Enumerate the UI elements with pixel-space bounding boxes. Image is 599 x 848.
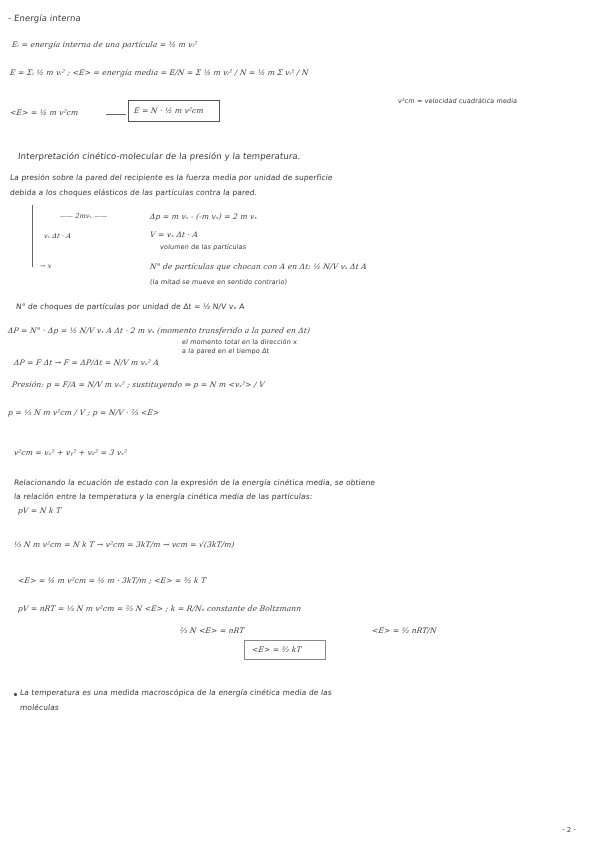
diagram-volume-label: vₓ Δt · A: [43, 232, 72, 240]
pressure-line: Presión: p = F/A = N/V m vₓ² ; sustituyendo ⇒ p = N m <vₓ²> / V: [11, 380, 266, 389]
vcm-temperature-line: ⅓ N m v²cm = N k T → v²cm = 3kT/m → vcm = √(3kT/m): [13, 540, 235, 549]
conclusion-line-2: moléculas: [19, 703, 60, 712]
total-momentum-line: ΔP = N° · Δp = ½ N/V vₓ A Δt · 2 m vₓ (momento transferido a la pared en Δt): [7, 326, 311, 335]
page-number: - 2 -: [562, 826, 576, 834]
vcm-components-line: v²cm = vₓ² + vᵧ² + v₂² = 3 vₓ²: [13, 448, 128, 457]
temperature-paragraph-line-1: Relacionando la ecuación de estado con la expresión de la energía cinética media, se obtiene: [13, 478, 376, 487]
collisions-note: (la mitad se mueve en sentido contrario): [149, 278, 288, 286]
mean-energy-line: <E> = ½ m v²cm = ½ m · 3kT/m ; <E> = ³⁄₂ k T: [17, 576, 207, 585]
vcm-note: v²cm = velocidad cuadrática media: [397, 97, 518, 105]
conclusion-line-1: La temperatura es una medida macroscópica de la energía cinética media de las: [19, 688, 333, 697]
temperature-paragraph-line-2: la relación entre la temperatura y la energía cinética media de las partículas:: [13, 492, 313, 501]
pressure-final-line: p = ⅓ N m v²cm / V ; p = N/V · ⅔ <E>: [7, 408, 160, 417]
conclusion-bullet: [14, 693, 17, 696]
pressure-paragraph-line-2: debida a los choques elásticos de las partículas contra la pared.: [9, 188, 258, 197]
average-energy-line: <E> = ½ m v²cm: [9, 108, 79, 117]
energy-nrt-over-n-line: <E> = ³⁄₂ nRT/N: [371, 626, 438, 635]
arrow-rule: [106, 114, 126, 115]
energy-definition-line: Eᵢ = energía interna de una partícula = ½ m vᵢ²: [11, 40, 198, 49]
boxed-formula: E = N · ½ m v²cm: [133, 106, 205, 115]
wall-line: [32, 205, 33, 267]
pressure-paragraph-line-1: La presión sobre la pared del recipiente es la fuerza media por unidad de superficie: [9, 173, 334, 182]
heading-kinetic-interpretation: Interpretación cinético-molecular de la presión y la temperatura.: [17, 152, 302, 162]
volume-note: volumen de las partículas: [159, 243, 247, 251]
collisions-line: N° de partículas que chocan con A en Δt: ½ N/V vₓ Δt A: [149, 262, 368, 271]
heading-internal-energy: - Energía interna: [7, 14, 82, 24]
force-line: ΔP = F Δt → F = ΔP/Δt = N/V m vₓ² A: [13, 358, 160, 367]
diagram-axis-label: → x: [39, 262, 52, 270]
energy-sum-line: E = Σᵢ ½ m vᵢ² ; <E> = energía media = E/N = Σ ½ m vᵢ² / N = ½ m Σ vᵢ² / N: [9, 68, 310, 77]
state-equation-line: pV = N k T: [17, 506, 62, 515]
diagram-momentum-label: —— 2mvₓ ——: [59, 212, 108, 220]
volume-line: V = vₓ Δt · A: [149, 230, 199, 239]
collision-count-line: N° de choques de partículas por unidad de Δt = ½ N/V vₓ A: [15, 302, 246, 311]
total-momentum-note-1: el momento total en la dirección x: [181, 338, 298, 346]
momentum-change-line: Δp = m vₓ - (-m vₓ) = 2 m vₓ: [149, 212, 258, 221]
boltzmann-line: pV = nRT = ⅓ N m v²cm = ⅔ N <E> ; k = R/Nₐ constante de Boltzmann: [17, 604, 302, 613]
total-momentum-note-2: a la pared en el tiempo Δt: [181, 347, 270, 355]
final-result: <E> = ³⁄₂ kT: [251, 645, 302, 654]
energy-nrt-line: ⅔ N <E> = nRT: [179, 626, 245, 635]
